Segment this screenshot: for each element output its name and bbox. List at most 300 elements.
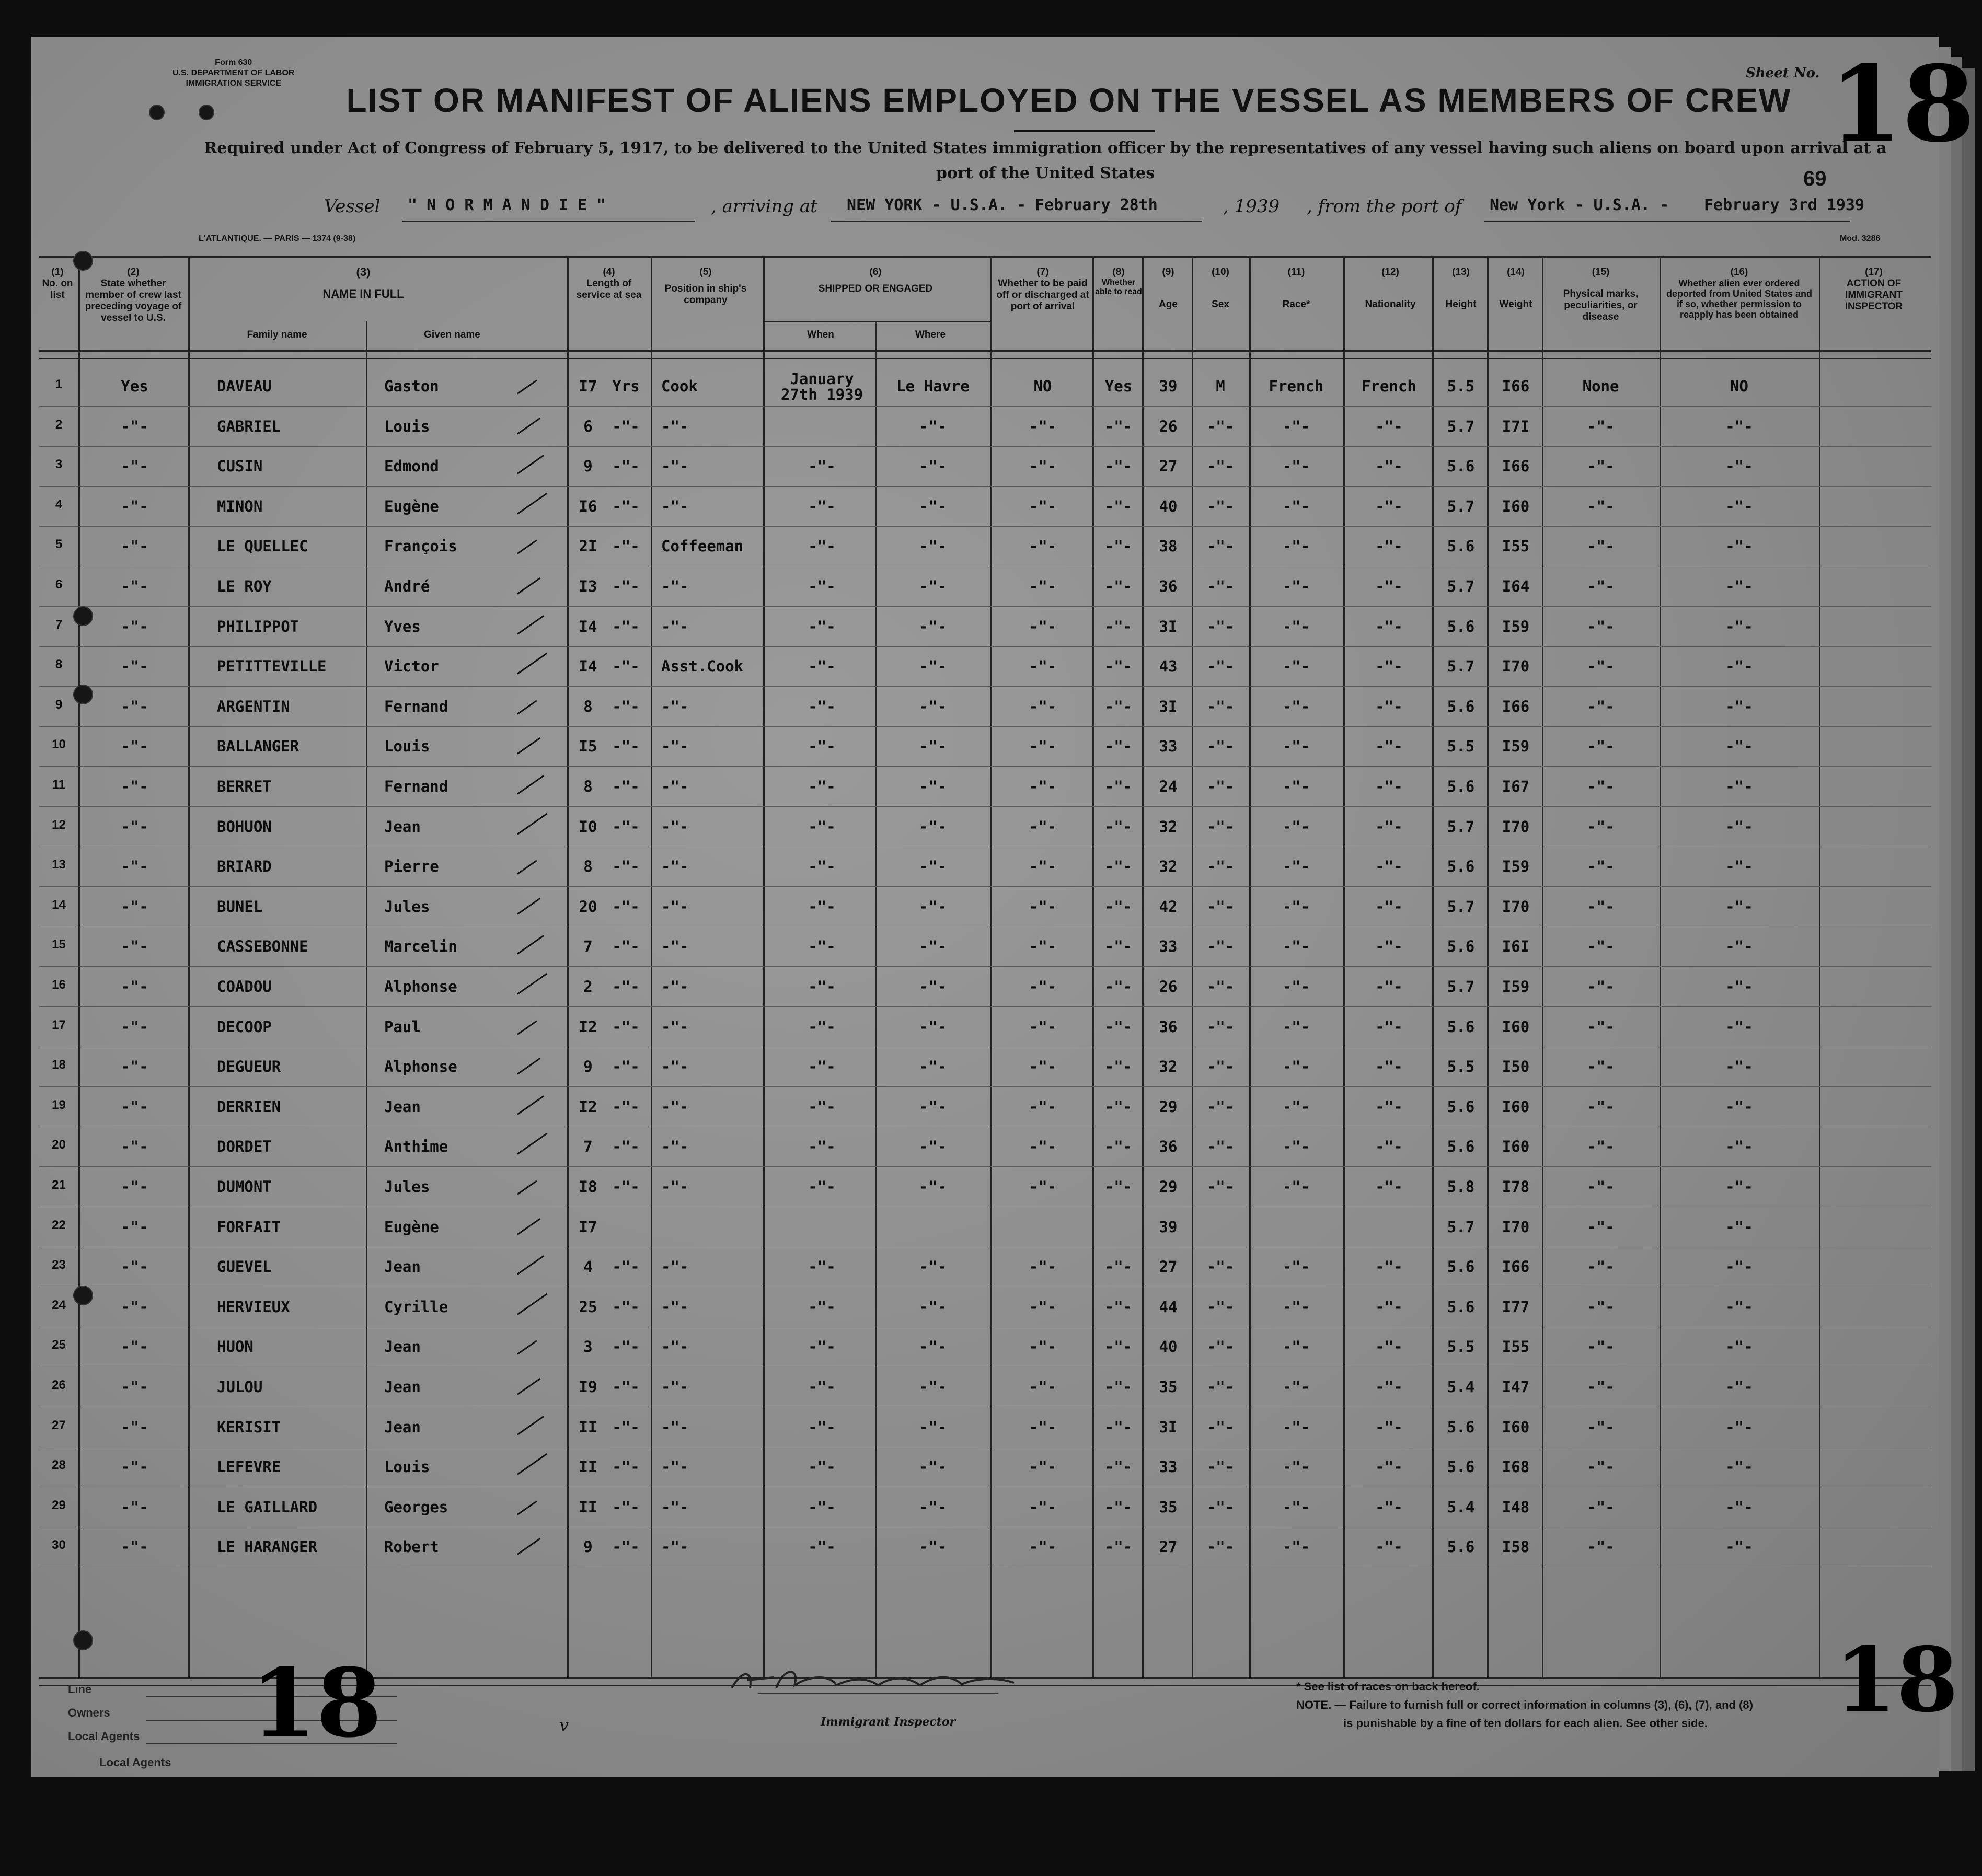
table-cell-marks: -"- [1587, 617, 1615, 635]
table-cell-paid: -"- [1029, 577, 1057, 595]
table-cell-sex: -"- [1206, 497, 1235, 515]
table-cell-service: 2 [583, 978, 593, 995]
table-cell-yrs: -"- [612, 858, 640, 876]
table-cell-yrs: -"- [612, 817, 640, 836]
table-cell-age: 40 [1159, 1338, 1178, 1356]
table-cell-c2: -"- [121, 817, 148, 836]
table-cell-c2: -"- [121, 897, 148, 916]
col-label: Weight [1499, 299, 1532, 310]
table-cell-race: -"- [1282, 1538, 1310, 1556]
table-cell-family: BUNEL [217, 897, 263, 916]
table-cell-nat: -"- [1375, 617, 1403, 635]
table-cell-service: I6 [579, 497, 597, 515]
table-cell-read: -"- [1104, 737, 1133, 756]
table-cell-position: -"- [661, 1058, 689, 1076]
table-cell-age: 27 [1159, 1538, 1178, 1556]
table-cell-c2: -"- [121, 778, 148, 795]
table-cell-paid: -"- [1029, 697, 1057, 715]
table-cell-age: 26 [1159, 978, 1178, 995]
table-cell-height: 5.6 [1447, 1258, 1475, 1276]
table-cell-paid: -"- [1029, 1338, 1057, 1356]
table-cell-weight: I7I [1502, 417, 1530, 435]
table-cell-weight: I59 [1502, 858, 1530, 876]
table-cell-when: -"- [808, 1338, 836, 1356]
table-cell-race: -"- [1282, 417, 1310, 435]
punch-hole [73, 685, 93, 704]
table-cell-nat: -"- [1375, 1458, 1403, 1476]
table-cell-paid: -"- [1029, 537, 1057, 555]
table-cell-race: -"- [1282, 537, 1310, 555]
table-cell-c2: -"- [121, 1178, 148, 1196]
table-cell-when: -"- [808, 537, 836, 555]
check-tick [517, 935, 544, 955]
col6-where-header: Where [915, 329, 946, 340]
table-cell-paid: -"- [1029, 1138, 1057, 1156]
table-cell-given: Fernand [384, 778, 448, 795]
table-cell-family: CUSIN [217, 457, 263, 476]
table-cell-c2: -"- [121, 1418, 148, 1436]
table-cell-no: 30 [52, 1538, 66, 1553]
table-cell-where: -"- [919, 1378, 947, 1396]
table-cell-read: -"- [1104, 417, 1133, 435]
table-cell-sex: -"- [1206, 617, 1235, 635]
table-cell-deported: -"- [1725, 1017, 1753, 1036]
table-cell-paid: -"- [1029, 1258, 1057, 1276]
table-cell-nat: -"- [1375, 937, 1403, 956]
table-cell-when: -"- [808, 577, 836, 595]
table-cell-family: GUEVEL [217, 1258, 272, 1276]
table-cell-nat: -"- [1375, 978, 1403, 995]
table-cell-weight: I64 [1502, 577, 1530, 595]
table-cell-no: 15 [52, 937, 66, 952]
check-tick [517, 1416, 544, 1435]
punch-hole [73, 251, 93, 271]
table-cell-height: 5.6 [1447, 697, 1475, 715]
table-cell-c2: -"- [121, 1298, 148, 1316]
table-cell-marks: -"- [1587, 937, 1615, 956]
table-cell-service: 8 [583, 778, 593, 795]
table-cell-weight: I77 [1502, 1298, 1530, 1316]
table-cell-given: François [384, 537, 457, 555]
table-cell-weight: I50 [1502, 1058, 1530, 1076]
check-tick [517, 455, 544, 474]
table-cell-sex: -"- [1206, 1378, 1235, 1396]
table-cell-given: Pierre [384, 858, 439, 876]
table-cell-height: 5.6 [1447, 858, 1475, 876]
table-cell-deported: -"- [1725, 497, 1753, 515]
table-cell-marks: None [1582, 377, 1619, 395]
table-cell-service: 7 [583, 937, 593, 956]
table-cell-service: I0 [579, 817, 597, 836]
table-cell-family: ARGENTIN [217, 697, 290, 715]
table-cell-when: -"- [808, 1298, 836, 1316]
col-label: Physical marks, peculiarities, or disease [1563, 288, 1639, 322]
table-cell-family: KERISIT [217, 1418, 281, 1436]
table-cell-weight: I60 [1502, 1138, 1530, 1156]
table-cell-position: -"- [661, 1258, 689, 1276]
table-top-rule [39, 256, 1931, 258]
table-cell-marks: -"- [1587, 737, 1615, 756]
table-cell-given: Louis [384, 1458, 430, 1476]
table-cell-family: LE GAILLARD [217, 1498, 318, 1516]
table-cell-age: 33 [1159, 737, 1178, 756]
table-cell-nat: French [1362, 377, 1416, 395]
table-cell-yrs: -"- [612, 1418, 640, 1436]
table-cell-age: 32 [1159, 817, 1178, 836]
table-cell-marks: -"- [1587, 1218, 1615, 1236]
table-cell-race: -"- [1282, 657, 1310, 676]
table-cell-deported: -"- [1725, 817, 1753, 836]
table-cell-family: DAVEAU [217, 377, 272, 395]
row-rule [39, 686, 1931, 687]
table-cell-when: -"- [808, 657, 836, 676]
table-cell-position: -"- [661, 417, 689, 435]
table-cell-marks: -"- [1587, 1058, 1615, 1076]
table-cell-race: -"- [1282, 1258, 1310, 1276]
table-cell-position: -"- [661, 1458, 689, 1476]
table-cell-given: Marcelin [384, 937, 457, 956]
table-cell-sex: -"- [1206, 937, 1235, 956]
col-label: Length of service at sea [576, 278, 642, 300]
header-bottom-rule-2 [39, 358, 1931, 359]
table-cell-age: 27 [1159, 1258, 1178, 1276]
table-cell-read: -"- [1104, 1458, 1133, 1476]
table-cell-no: 17 [52, 1017, 66, 1032]
table-cell-family: BERRET [217, 778, 272, 795]
departure-port: New York - U.S.A. - [1490, 196, 1669, 214]
footer-left-number: 18 [251, 1648, 382, 1758]
table-cell-age: 27 [1159, 457, 1178, 476]
table-cell-given: Cyrille [384, 1298, 448, 1316]
table-cell-read: -"- [1104, 1378, 1133, 1396]
table-cell-service: 4 [583, 1258, 593, 1276]
table-cell-nat: -"- [1375, 697, 1403, 715]
table-cell-yrs: -"- [612, 1458, 640, 1476]
table-cell-marks: -"- [1587, 457, 1615, 476]
table-cell-no: 25 [52, 1338, 66, 1352]
col-label: Whether to be paid off or discharged at port of arrival [996, 278, 1089, 312]
table-cell-family: FORFAIT [217, 1218, 281, 1236]
table-cell-nat: -"- [1375, 897, 1403, 916]
table-cell-weight: I66 [1502, 457, 1530, 476]
table-cell-no: 29 [52, 1498, 66, 1512]
table-cell-race: -"- [1282, 1458, 1310, 1476]
table-cell-paid: -"- [1029, 417, 1057, 435]
table-cell-weight: I70 [1502, 1218, 1530, 1236]
table-cell-weight: I60 [1502, 1017, 1530, 1036]
table-cell-height: 5.6 [1447, 1138, 1475, 1156]
col10-header [1194, 267, 1247, 310]
table-cell-no: 3 [55, 457, 63, 472]
table-cell-height: 5.7 [1447, 497, 1475, 515]
table-cell-c2: -"- [121, 497, 148, 515]
table-cell-yrs: -"- [612, 1097, 640, 1116]
table-cell-no: 5 [55, 537, 63, 552]
table-cell-given: Robert [384, 1538, 439, 1556]
table-cell-read: -"- [1104, 657, 1133, 676]
table-cell-where: -"- [919, 457, 947, 476]
col-label: No. on list [42, 278, 73, 300]
table-cell-no: 10 [52, 737, 66, 752]
check-tick [517, 1058, 540, 1075]
from-label: , from the port of [1307, 196, 1462, 217]
table-cell-read: -"- [1104, 697, 1133, 715]
col-label: Sex [1212, 299, 1229, 310]
table-cell-when: -"- [808, 937, 836, 956]
table-cell-service: II [579, 1458, 597, 1476]
row-rule [39, 966, 1931, 967]
departure-underline [1484, 221, 1850, 222]
table-cell-read: -"- [1104, 937, 1133, 956]
table-cell-position: -"- [661, 1097, 689, 1116]
table-cell-paid: -"- [1029, 778, 1057, 795]
punch-hole [149, 105, 165, 120]
table-cell-where: -"- [919, 697, 947, 715]
col-number: (8) [1112, 267, 1125, 277]
table-cell-given: Eugène [384, 497, 439, 515]
table-cell-height: 5.7 [1447, 417, 1475, 435]
form-number [172, 57, 294, 89]
col-number: (14) [1507, 267, 1525, 277]
table-cell-position: -"- [661, 858, 689, 876]
table-cell-age: 32 [1159, 1058, 1178, 1076]
col7-header [993, 267, 1092, 312]
table-cell-service: I4 [579, 657, 597, 676]
table-cell-given: Jules [384, 897, 430, 916]
table-cell-service: I7 [579, 377, 597, 395]
table-cell-where: -"- [919, 737, 947, 756]
table-cell-race: -"- [1282, 1058, 1310, 1076]
table-cell-no: 27 [52, 1418, 66, 1432]
table-cell-read: -"- [1104, 577, 1133, 595]
table-cell-weight: I66 [1502, 1258, 1530, 1276]
table-cell-read: -"- [1104, 817, 1133, 836]
table-cell-no: 13 [52, 858, 66, 872]
table-cell-position: -"- [661, 1378, 689, 1396]
col-label: SHIPPED OR ENGAGED [818, 283, 933, 294]
footer-agents-label: Local Agents [68, 1730, 140, 1743]
table-cell-when: -"- [808, 617, 836, 635]
table-cell-no: 2 [55, 417, 63, 432]
department-label: U.S. DEPARTMENT OF LABOR [172, 68, 295, 77]
table-cell-paid: -"- [1029, 937, 1057, 956]
table-cell-paid: -"- [1029, 1378, 1057, 1396]
table-cell-where: -"- [919, 1138, 947, 1156]
table-cell-weight: I60 [1502, 1097, 1530, 1116]
col3-header [191, 267, 536, 300]
table-cell-where: -"- [919, 1097, 947, 1116]
table-cell-position: -"- [661, 1338, 689, 1356]
table-cell-given: Yves [384, 617, 421, 635]
table-cell-service: 8 [583, 697, 593, 715]
table-cell-deported: -"- [1725, 1378, 1753, 1396]
table-cell-read: Yes [1104, 377, 1133, 395]
inspector-label: Immigrant Inspector [821, 1715, 956, 1729]
table-cell-marks: -"- [1587, 1498, 1615, 1516]
table-cell-weight: I70 [1502, 817, 1530, 836]
table-cell-sex: -"- [1206, 457, 1235, 476]
col8-header [1095, 267, 1142, 297]
table-cell-position: -"- [661, 497, 689, 515]
table-cell-deported: -"- [1725, 537, 1753, 555]
table-cell-marks: -"- [1587, 1138, 1615, 1156]
col17-header [1822, 267, 1926, 312]
table-cell-paid: -"- [1029, 1418, 1057, 1436]
column-rule [875, 321, 877, 1677]
table-cell-marks: -"- [1587, 778, 1615, 795]
table-cell-marks: -"- [1587, 897, 1615, 916]
col-number: (5) [699, 267, 712, 277]
table-cell-race: -"- [1282, 1498, 1310, 1516]
table-cell-family: JULOU [217, 1378, 263, 1396]
col-label: Age [1159, 299, 1178, 310]
table-cell-family: BALLANGER [217, 737, 299, 756]
table-cell-marks: -"- [1587, 978, 1615, 995]
table-cell-race: -"- [1282, 1017, 1310, 1036]
table-cell-height: 5.4 [1447, 1498, 1475, 1516]
table-cell-service: I4 [579, 617, 597, 635]
table-cell-no: 22 [52, 1218, 66, 1232]
table-cell-race: -"- [1282, 858, 1310, 876]
table-cell-age: 3I [1159, 617, 1178, 635]
table-cell-no: 14 [52, 897, 66, 912]
table-cell-given: Jean [384, 1418, 421, 1436]
table-cell-sex: -"- [1206, 897, 1235, 916]
table-cell-age: 36 [1159, 577, 1178, 595]
table-cell-nat: -"- [1375, 1498, 1403, 1516]
table-cell-position: -"- [661, 1498, 689, 1516]
table-cell-position: -"- [661, 778, 689, 795]
table-cell-read: -"- [1104, 1258, 1133, 1276]
table-cell-yrs: -"- [612, 1258, 640, 1276]
table-cell-sex: -"- [1206, 1418, 1235, 1436]
table-cell-sex: -"- [1206, 577, 1235, 595]
table-cell-sex: -"- [1206, 1097, 1235, 1116]
row-rule [39, 606, 1931, 607]
table-cell-c2: -"- [121, 737, 148, 756]
row-rule [39, 1006, 1931, 1007]
row-rule [39, 886, 1931, 887]
table-cell-family: DECOOP [217, 1017, 272, 1036]
table-cell-service: 9 [583, 1058, 593, 1076]
table-cell-family: DEGUEUR [217, 1058, 281, 1076]
table-cell-read: -"- [1104, 1298, 1133, 1316]
table-cell-height: 5.7 [1447, 978, 1475, 995]
row-rule [39, 526, 1931, 527]
check-tick [517, 379, 537, 394]
table-cell-marks: -"- [1587, 497, 1615, 515]
table-cell-age: 3I [1159, 1418, 1178, 1436]
table-cell-position: -"- [661, 817, 689, 836]
table-cell-race: -"- [1282, 1338, 1310, 1356]
table-cell-paid: -"- [1029, 617, 1057, 635]
table-cell-weight: I66 [1502, 377, 1530, 395]
table-cell-deported: -"- [1725, 858, 1753, 876]
col3-given-header: Given name [424, 329, 480, 340]
table-cell-when: -"- [808, 1097, 836, 1116]
col6-header [766, 267, 985, 295]
table-cell-marks: -"- [1587, 1418, 1615, 1436]
table-cell-nat: -"- [1375, 657, 1403, 676]
table-cell-no: 23 [52, 1258, 66, 1272]
table-cell-when: -"- [808, 737, 836, 756]
table-cell-yrs: -"- [612, 1178, 640, 1196]
table-cell-race: -"- [1282, 1418, 1310, 1436]
check-tick [517, 775, 544, 794]
table-cell-where: -"- [919, 1538, 947, 1556]
table-cell-race: -"- [1282, 1138, 1310, 1156]
table-cell-family: LE HARANGER [217, 1538, 318, 1556]
table-cell-position: Cook [661, 377, 698, 395]
title-underline [1014, 130, 1155, 132]
table-cell-read: -"- [1104, 778, 1133, 795]
table-cell-position: -"- [661, 697, 689, 715]
table-cell-weight: I60 [1502, 497, 1530, 515]
table-cell-position: -"- [661, 937, 689, 956]
table-cell-no: 6 [55, 577, 63, 592]
table-cell-marks: -"- [1587, 1298, 1615, 1316]
check-tick [517, 653, 547, 675]
table-cell-yrs: -"- [612, 417, 640, 435]
table-cell-no: 16 [52, 978, 66, 992]
row-rule [39, 766, 1931, 767]
col15-header [1545, 267, 1657, 323]
table-cell-given: Fernand [384, 697, 448, 715]
page-subtitle: Required under Act of Congress of February 5, 1917, to be delivered to the United States immigration officer by the representatives of any vessel having such aliens on board upon arrival at a port of the United States [204, 139, 1887, 182]
table-cell-service: 8 [583, 858, 593, 876]
col-number: (9) [1162, 267, 1174, 277]
table-cell-race: -"- [1282, 1178, 1310, 1196]
table-cell-family: PETITTEVILLE [217, 657, 327, 676]
table-cell-sex: -"- [1206, 737, 1235, 756]
table-cell-yrs: -"- [612, 1058, 640, 1076]
table-cell-height: 5.6 [1447, 457, 1475, 476]
table-cell-age: 43 [1159, 657, 1178, 676]
table-cell-read: -"- [1104, 1178, 1133, 1196]
table-cell-weight: I60 [1502, 1418, 1530, 1436]
table-cell-c2: -"- [121, 537, 148, 555]
table-cell-yrs: -"- [612, 1498, 640, 1516]
col9-header [1145, 267, 1192, 310]
table-cell-weight: I55 [1502, 1338, 1530, 1356]
table-cell-service: 2I [579, 537, 597, 555]
check-tick [517, 700, 537, 714]
table-cell-nat: -"- [1375, 417, 1403, 435]
table-cell-nat: -"- [1375, 1138, 1403, 1156]
sheet-label: Sheet No. [1746, 65, 1820, 81]
check-tick [517, 577, 540, 595]
check-tick [517, 813, 547, 835]
table-cell-where: -"- [919, 537, 947, 555]
punch-hole [73, 1630, 93, 1650]
table-cell-when: -"- [808, 1178, 836, 1196]
table-cell-service: I2 [579, 1017, 597, 1036]
table-cell-marks: -"- [1587, 577, 1615, 595]
check-tick [517, 1020, 537, 1035]
table-cell-sex: -"- [1206, 537, 1235, 555]
check-tick [517, 860, 537, 875]
table-cell-service: I7 [579, 1218, 597, 1236]
arrival-port: NEW YORK - U.S.A. - [847, 196, 1027, 214]
table-cell-position: -"- [661, 1418, 689, 1436]
table-cell-paid: -"- [1029, 1178, 1057, 1196]
note-fine-2: is punishable by a fine of ten dollars for each alien. See other side. [1343, 1717, 1708, 1730]
table-cell-nat: -"- [1375, 1418, 1403, 1436]
table-cell-when: -"- [808, 1017, 836, 1036]
check-tick [517, 737, 540, 755]
row-rule [39, 1086, 1931, 1087]
table-cell-c2: -"- [121, 697, 148, 715]
